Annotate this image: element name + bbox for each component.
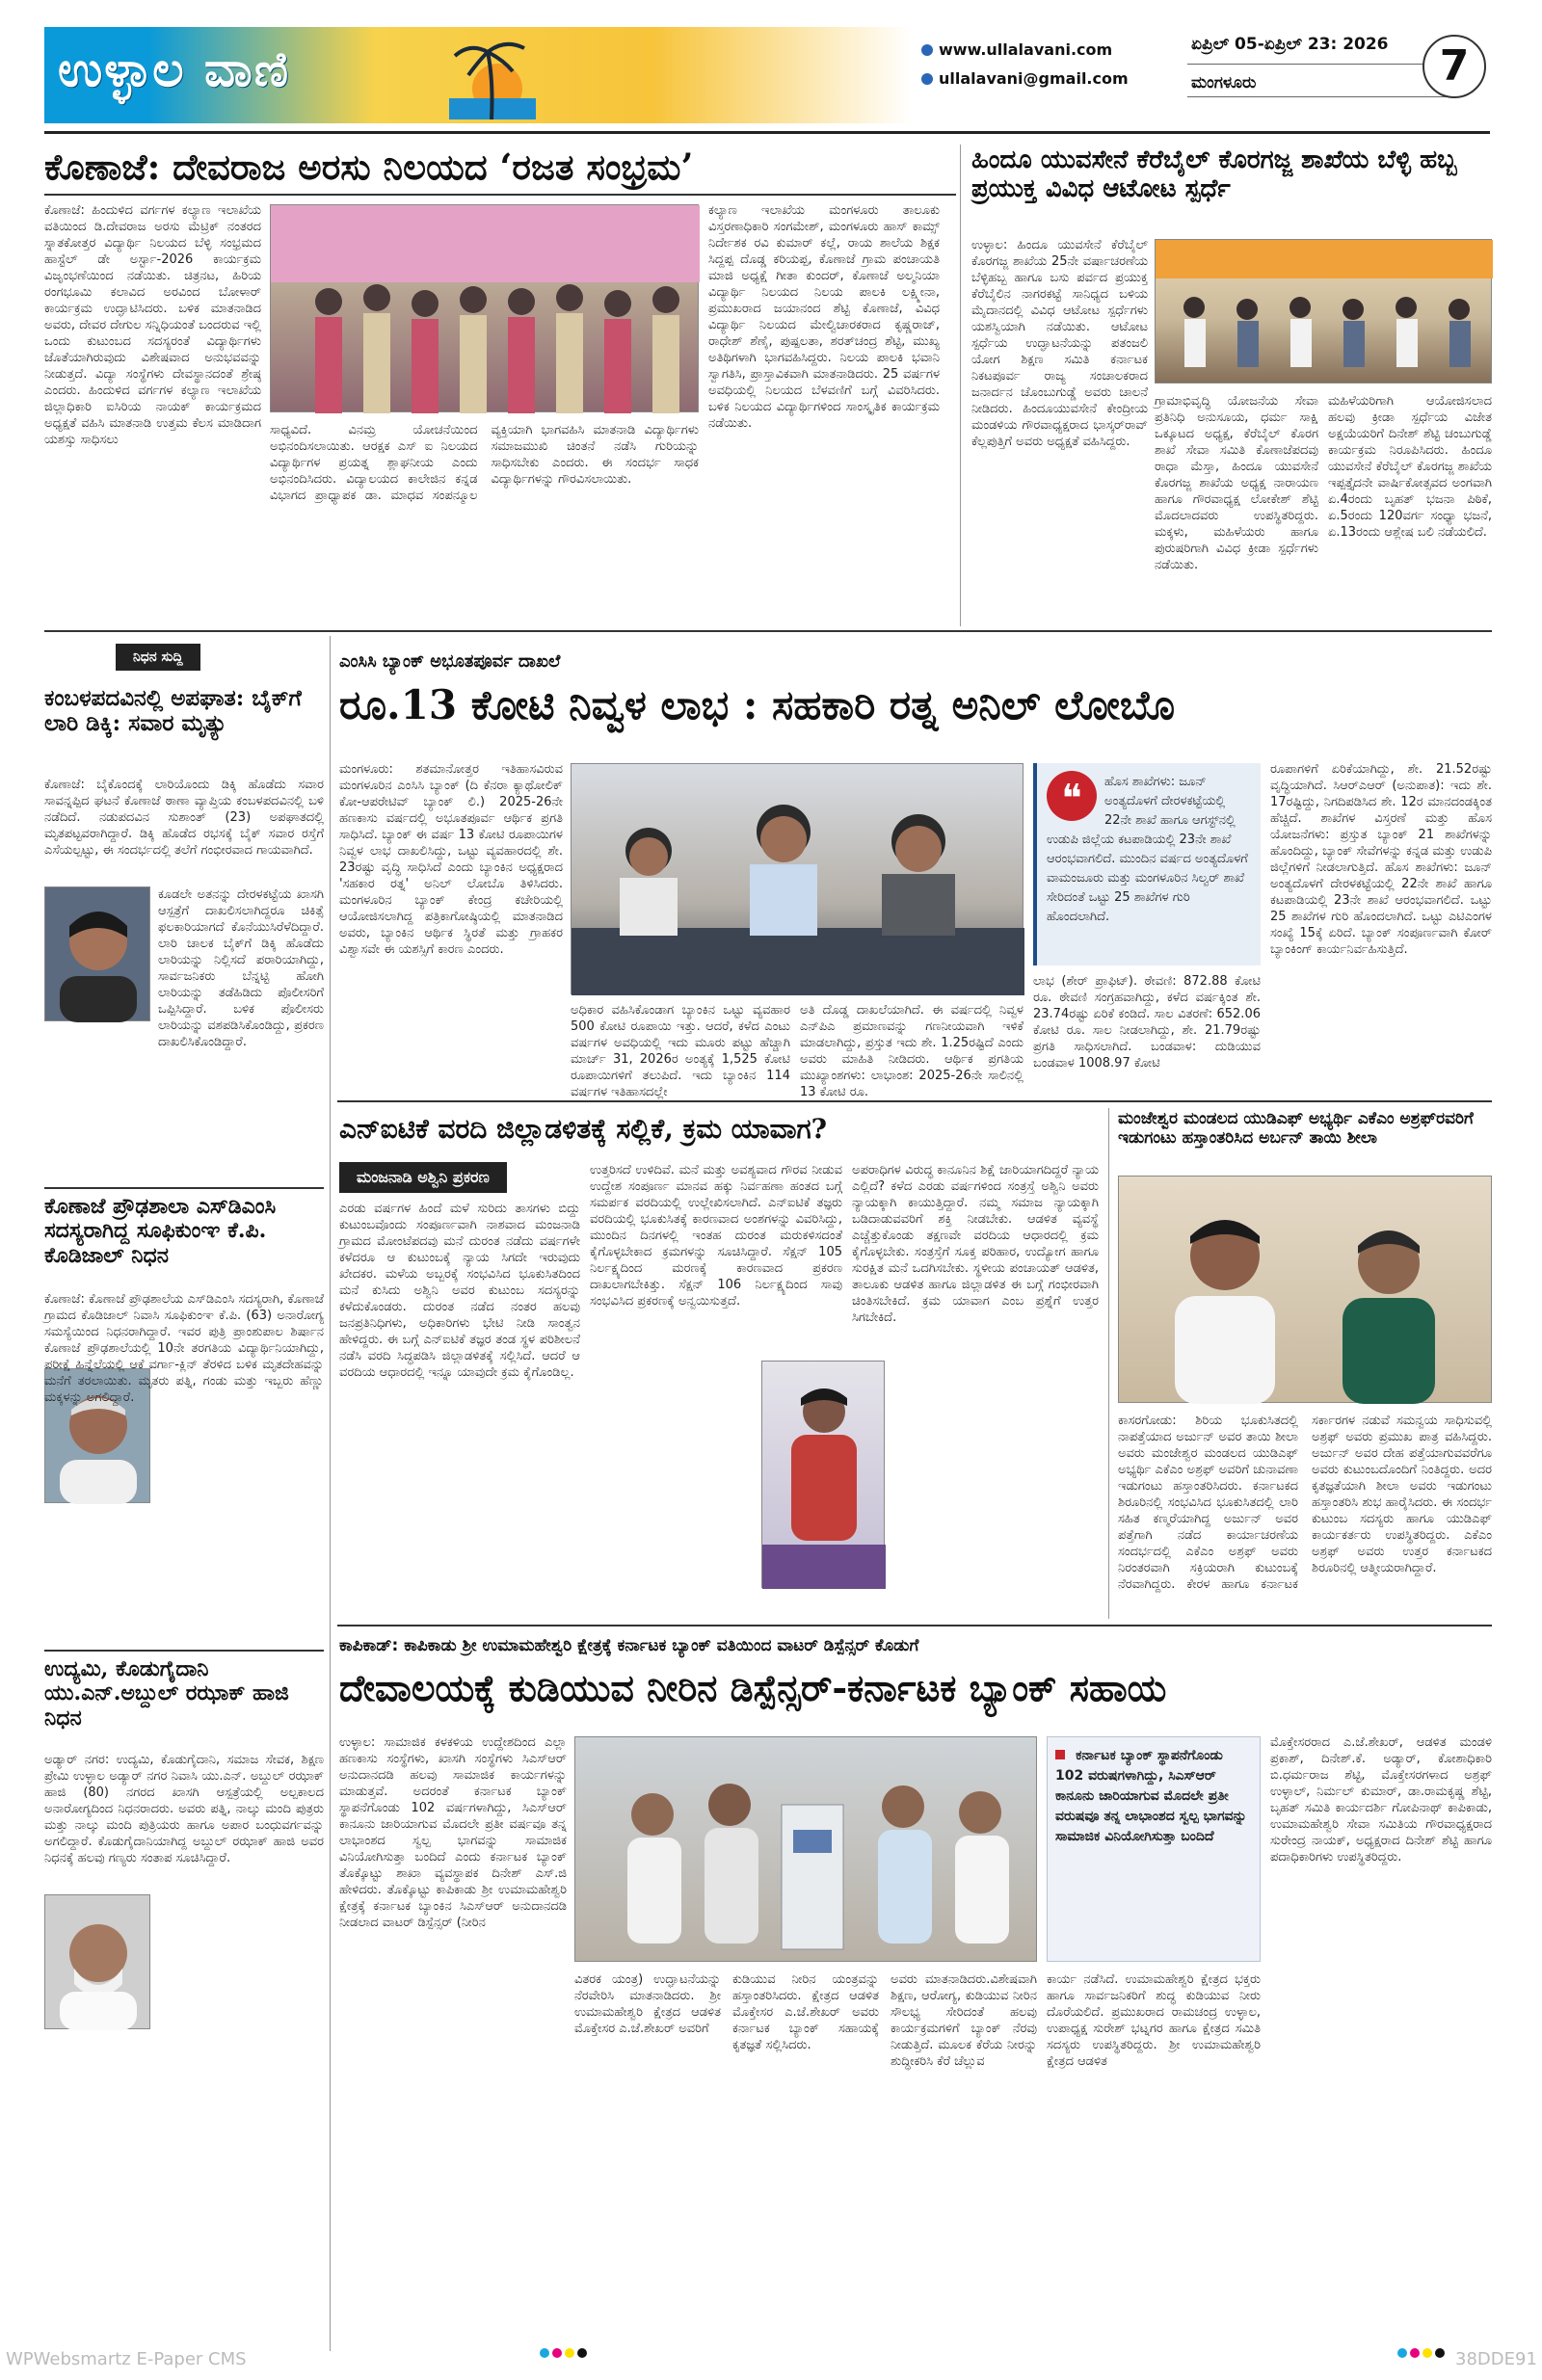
divider bbox=[44, 131, 1490, 134]
logo-banner bbox=[44, 27, 912, 123]
story-body: ಅತಿ ದೊಡ್ಡ ದಾಖಲೆಯಾಗಿದೆ. ಈ ವರ್ಷದಲ್ಲಿ ನಿವ್ವಳ ಎನ್‌ಪಿಎ ಪ್ರಮಾಣವನ್ನು ಗಣನೀಯವಾಗಿ ಇಳಿಕೆ ಮಾಡಲಾಗಿದ್ದು, ಪ್ರಸ್ತುತ ಇದು ಶೇ. 1.25ರಷ್ಟಿದೆ ಎಂದು ಅವರು ಮಾಹಿತಿ ನೀಡಿದರು. ಆರ್ಥಿಕ ಪ್ರಗತಿಯ ಮುಖ್ಯಾಂಶಗಳು: ಲಾಭಾಂಶ: 2025-26ನೇ ಸಾಲಿನಲ್ಲಿ 13 ಕೋಟಿ ರೂ. bbox=[800, 1003, 1024, 1099]
story-body: ಮೊಕ್ತೇಸರರಾದ ಎ.ಜೆ.ಶೇಖರ್, ಆಡಳಿತ ಮಂಡಳಿ ಪ್ರಕಾಶ್, ದಿನೇಶ್.ಕೆ. ಅಡ್ಯಾರ್, ಕೋಶಾಧಿಕಾರಿ ಬಿ.ಧರ್ಮರಾಜ ಶೆಟ್ಟಿ, ಮೊಕ್ತೇಸರಗಳಾದ ಅಶ್ರಫ್ ಉಳ್ಳಾಲ್, ನಿರ್ಮಲ್ ಕುಮಾರ್, ಡಾ.ರಾಮಕೃಷ್ಣ ಶೆಟ್ಟಿ, ಬೃಹತ್ ಸಮಿತಿ ಕಾರ್ಯದರ್ಶಿ ಗೋಪಿನಾಥ್ ಕಾಪಿಕಾಡು, ಉಮಾಮಹೇಶ್ವರಿ ಸೇವಾ ಸಮಿತಿಯ ಗೌರವಾಧ್ಯಕ್ಷರಾದ ಸುರೇಂದ್ರ ನಾಯಕ್, ಅಧ್ಯಕ್ಷರಾದ ದಿನೇಶ್ ಶೆಟ್ಟಿ ಹಾಗೂ ಪದಾಧಿಕಾರಿಗಳು ಉಪಸ್ಥಿತರಿದ್ದರು. bbox=[1270, 1735, 1492, 1864]
obituary-tag: ನಿಧನ ಸುದ್ದಿ bbox=[116, 644, 200, 671]
divider bbox=[1187, 96, 1457, 97]
obituary-headline: ಉದ್ಯಮಿ, ಕೊಡುಗೈದಾನಿ ಯು.ಎನ್.ಅಬ್ದುಲ್ ರಝಾಕ್ ಹಾಜಿ ನಿಧನ bbox=[44, 1650, 324, 1731]
story-headline: ಎನ್‌ಐಟಿಕೆ ವರದಿ ಜಿಲ್ಲಾಡಳಿತಕ್ಕೆ ಸಲ್ಲಿಕೆ, ಕ್ರಮ ಯಾವಾಗ? bbox=[339, 1113, 828, 1145]
story-headline: ಹಿಂದೂ ಯುವಸೇನೆ ಕೆರೆಬೈಲ್ ಕೊರಗಜ್ಜ ಶಾಖೆಯ ಬೆಳ್ಳಿ ಹಬ್ಬ ಪ್ರಯುಕ್ತ ವಿವಿಧ ಆಟೋಟ ಸ್ಪರ್ಧೆ bbox=[971, 145, 1457, 203]
water-dispenser-photo bbox=[574, 1736, 1037, 1962]
deceased-photo bbox=[44, 886, 150, 1021]
section-tag bbox=[116, 644, 200, 671]
page-footer bbox=[0, 2343, 1542, 2380]
story-body: ರೂಪಾಗಳಿಗೆ ಏರಿಕೆಯಾಗಿದ್ದು, ಶೇ. 21.52ರಷ್ಟು ವೃದ್ಧಿಯಾಗಿದೆ. ಸಿಆರ್‌ಎಆರ್ (ಅನುಪಾತ): ಇದು ಶೇ. 17ರಷ್ಟಿದ್ದು, ನಿಗದಿಪಡಿಸಿದ ಶೇ. 12ರ ಮಾನದಂಡಕ್ಕಿಂತ ಹೆಚ್ಚಿದೆ. ಶಾಖೆಗಳ ವಿಸ್ತರಣೆ ಮತ್ತು ಹೊಸ ಯೋಜನೆಗಳು: ಪ್ರಸ್ತುತ ಬ್ಯಾಂಕ್ 21 ಶಾಖೆಗಳನ್ನು ಹೊಂದಿದ್ದು, ಬ್ಯಾಂಕ್ ಸೇವೆಗಳನ್ನು ಕನ್ನಡ ಮತ್ತು ಉಡುಪಿ ಜಿಲ್ಲೆಗಳಿಗೆ ನೀಡಲಾಗುತ್ತಿದೆ. ಹೊಸ ಶಾಖೆಗಳು: ಜೂನ್ ಅಂತ್ಯದೊಳಗೆ ದೇರಳಕಟ್ಟೆಯಲ್ಲಿ 22ನೇ ಶಾಖೆ ಹಾಗೂ ಕಟಪಾಡಿಯಲ್ಲಿ 23ನೇ ಶಾಖೆ ಆರಂಭವಾಗಲಿದೆ. ಒಟ್ಟು 25 ಶಾಖೆಗಳ ಗುರಿ ಹೊಂದಲಾಗಿದೆ. ಒಟ್ಟು ಎಟಿಎಂಗಳ ಸಂಖ್ಯೆ 15ಕ್ಕೆ ಏರಿದೆ. ಬ್ಯಾಂಕ್ ಸಂಪೂರ್ಣವಾಗಿ ಕೋರ್ ಬ್ಯಾಂಕಿಂಗ್ ಕಾರ್ಯನಿರ್ವಹಿಸುತ್ತಿದೆ. bbox=[1270, 762, 1492, 957]
story-headline: ಕೊಣಾಜೆ: ದೇವರಾಜ ಅರಸು ನಿಲಯದ ‘ರಜತ ಸಂಭ್ರಮ’ bbox=[44, 146, 956, 196]
divider bbox=[337, 1625, 1492, 1626]
story-body: ಕಾರ್ಯ ನಡೆಸಿದೆ. ಉಮಾಮಹೇಶ್ವರಿ ಕ್ಷೇತ್ರದ ಭಕ್ತರು ಹಾಗೂ ಸಾರ್ವಜನಿಕರಿಗೆ ಶುದ್ಧ ಕುಡಿಯುವ ನೀರು ದೊರೆಯಲಿದೆ. ಪ್ರಮುಖರಾದ ರಾಮಚಂದ್ರ ಉಳ್ಳಾಲ, ಉಪಾಧ್ಯಕ್ಷ ಸುರೇಶ್ ಭಟ್ನಗರ ಹಾಗೂ ಕ್ಷೇತ್ರದ ಸಮಿತಿ ಸದಸ್ಯರು ಉಪಸ್ಥಿತರಿದ್ದರು. ಶ್ರೀ ಉಮಾಮಹೇಶ್ವರಿ ಕ್ಷೇತ್ರದ ಆಡಳಿತ bbox=[1047, 1972, 1261, 2069]
quote-icon: ❝ bbox=[1047, 771, 1097, 821]
story-body: ಅಧಿಕಾರ ವಹಿಸಿಕೊಂಡಾಗ ಬ್ಯಾಂಕಿನ ಒಟ್ಟು ವ್ಯವಹಾರ 500 ಕೋಟಿ ರೂಪಾಯಿ ಇತ್ತು. ಆದರೆ, ಕಳೆದ ಎಂಟು ವರ್ಷಗಳ ಅವಧಿಯಲ್ಲಿ ಇದು ಮೂರು ಪಟ್ಟು ಹೆಚ್ಚಾಗಿ ಮಾರ್ಚ್ 31, 2026ರ ಅಂತ್ಯಕ್ಕೆ 1,525 ಕೋಟಿ ರೂಪಾಯಿಗಳಿಗೆ ತಲುಪಿದೆ. ಇದು ಬ್ಯಾಂಕಿನ 114 ವರ್ಷಗಳ ಇತಿಹಾಸದಲ್ಲೇ bbox=[571, 1003, 790, 1099]
deceased-photo bbox=[44, 1894, 150, 2029]
story-body: ಕಾಸರಗೋಡು: ಶಿರಿಯ ಭೂಕುಸಿತದಲ್ಲಿ ನಾಪತ್ತೆಯಾದ ಅರ್ಜುನ್ ಅವರ ತಾಯಿ ಶೀಲಾ ಅವರು ಮಂಜೇಶ್ವರ ಮಂಡಲದ ಯುಡಿಎಫ್ ಅಭ್ಯರ್ಥಿ ಎಕೆಎಂ ಅಶ್ರಫ್ ಅವರಿಗೆ ಚುನಾವಣಾ ಇಡುಗಂಟು ಹಸ್ತಾಂತರಿಸಿದರು. ಕರ್ನಾಟಕದ ಶಿರೂರಿನಲ್ಲಿ ಸಂಭವಿಸಿದ ಭೂಕುಸಿತದಲ್ಲಿ ಲಾರಿ ಸಹಿತ ಕಣ್ಮರೆಯಾಗಿದ್ದ ಅರ್ಜುನ್ ಅವರ ಪತ್ತೆಗಾಗಿ ನಡೆದ ಕಾರ್ಯಾಚರಣೆಯ ಸಂದರ್ಭದಲ್ಲಿ ಎಕೆಎಂ ಅಶ್ರಫ್ ಅವರು ನಿರಂತರವಾಗಿ ಸಕ್ರಿಯರಾಗಿ ಕುಟುಂಬಕ್ಕೆ ನೆರವಾಗಿದ್ದರು. ಕೇರಳ ಹಾಗೂ ಕರ್ನಾಟಕ ಸರ್ಕಾರಗಳ ನಡುವೆ ಸಮನ್ವಯ ಸಾಧಿಸುವಲ್ಲಿ ಅಶ್ರಫ್ ಅವರು ಪ್ರಮುಖ ಪಾತ್ರ ವಹಿಸಿದ್ದರು. ಅರ್ಜುನ್ ಅವರ ದೇಹ ಪತ್ತೆಯಾಗುವವರೆಗೂ ಅವರು ಕುಟುಂಬದೊಂದಿಗೆ ನಿಂತಿದ್ದರು. ಅದರ ಕೃತಜ್ಞತೆಯಾಗಿ ಶೀಲಾ ಅವರು ಇಡುಗಂಟು ಹಸ್ತಾಂತರಿಸಿ ಶುಭ ಹಾರೈಸಿದರು. ಈ ಸಂದರ್ಭ ಕುಟುಂಬ ಸದಸ್ಯರು ಹಾಗೂ ಯುಡಿಎಫ್ ಕಾರ್ಯಕರ್ತರು ಉಪಸ್ಥಿತರಿದ್ದರು. ಎಕೆಎಂ ಅಶ್ರಫ್ ಅವರು ಉತ್ತರ ಕರ್ನಾಟಕದ ಶಿರೂರಿನಲ್ಲಿ ಆತ್ಮೀಯರಾಗಿದ್ದಾರೆ. bbox=[1118, 1414, 1492, 1592]
story-kicker: ಕಾಪಿಕಾಡ್: ಕಾಪಿಕಾಡು ಶ್ರೀ ಉಮಾಮಹೇಶ್ವರಿ ಕ್ಷೇತ್ರಕ್ಕೆ ಕರ್ನಾಟಕ ಬ್ಯಾಂಕ್ ವತಿಯಿಂದ ವಾಟರ್ ಡಿಸ್ಪೆನ್ಸರ್ ಕೊಡುಗೆ bbox=[339, 1636, 919, 1655]
photo-caption: ವಿತರಕ ಯಂತ್ರ) ಉದ್ಘಾಟನೆಯನ್ನು ನೆರವೇರಿಸಿ ಮಾತನಾಡಿದರು. ಶ್ರೀ ಉಮಾಮಹೇಶ್ವರಿ ಕ್ಷೇತ್ರದ ಆಡಳಿತ ಮೊಕ್ತೇಸರ ಎ.ಜೆ.ಶೇಖರ್ ಅವರಿಗೆ bbox=[574, 1972, 721, 2036]
person-portrait-icon bbox=[45, 1895, 151, 2030]
people-on-stage-icon bbox=[271, 205, 700, 413]
obituary-body: ಕೂಡಲೇ ಅತನನ್ನು ದೇರಳಕಟ್ಟೆಯ ಖಾಸಗಿ ಆಸ್ಪತ್ರೆಗೆ ದಾಖಲಿಸಲಾಗಿದ್ದರೂ ಚಿಕಿತ್ಸೆ ಫಲಕಾರಿಯಾಗದೆ ಕೊನೆಯುಸಿರೆಳೆದಿದ್ದಾರೆ. ಲಾರಿ ಚಾಲಕ ಬೈಕ್‌ಗೆ ಡಿಕ್ಕಿ ಹೊಡೆದು ಲಾರಿಯನ್ನು ನಿಲ್ಲಿಸದೆ ಪರಾರಿಯಾಗಿದ್ದು, ಸಾರ್ವಜನಿಕರು ಬೆನ್ನಟ್ಟಿ ಹೋಗಿ ಲಾರಿಯನ್ನು ತಡೆಹಿಡಿದು ಪೊಲೀಸರಿಗೆ ಒಪ್ಪಿಸಿದ್ದಾರೆ. ಬಳಿಕ ಪೊಲೀಸರು ಲಾರಿಯನ್ನು ವಶಪಡಿಸಿಕೊಂಡಿದ್ದು, ಪ್ರಕರಣ ದಾಖಲಿಸಿಕೊಂಡಿದ್ದಾರೆ. bbox=[158, 887, 324, 1049]
story-headline: ದೇವಾಲಯಕ್ಕೆ ಕುಡಿಯುವ ನೀರಿನ ಡಿಸ್ಪೆನ್ಸರ್-ಕರ್ನಾಟಕ ಬ್ಯಾಂಕ್ ಸಹಾಯ bbox=[339, 1666, 1167, 1709]
divider bbox=[1187, 64, 1457, 65]
story-body: ಕೊಣಾಜೆ: ಹಿಂದುಳಿದ ವರ್ಗಗಳ ಕಲ್ಯಾಣ ಇಲಾಖೆಯ ವತಿಯಿಂದ ಡಿ.ದೇವರಾಜ ಅರಸು ಮೆಟ್ರಿಕ್ ನಂತರದ ಸ್ನಾತಕೋತ್ತರ ವಿದ್ಯಾರ್ಥಿ ನಿಲಯದ ಬೆಳ್ಳಿ ಸಂಭ್ರಮದ ಹಾಸ್ಟೆಲ್ ಡೇ ಅರ್ಸ್ಟಾ-2026 ಕಾರ್ಯಕ್ರಮ ವಿಜೃಂಭಣೆಯಿಂದ ನಡೆಯಿತು. ಚಿತ್ರನಟ, ಹಿರಿಯ ರಂಗಭೂಮಿ ಕಲಾವಿದ ಅರವಿಂದ ಬೋಳಾರ್ ಕಾರ್ಯಕ್ರಮ ಉದ್ಘಾಟಿಸಿದರು. ಬಳಿಕ ಮಾತನಾಡಿದ ಅವರು, ದೇವರ ದೇಗುಲ ಸನ್ನಿಧಿಯಂತೆ ಬಂದರುವ ಇಲ್ಲಿ ಒಂದು ಕುಟುಂಬದ ಸದಸ್ಯರಂತೆ ವಿದ್ಯಾರ್ಥಿಗಳು ಜೊತೆಯಾಗಿರುವುದು ವಿಶೇಷವಾದ ಅನುಭವವನ್ನು ನೀಡುತ್ತದೆ. ವಿದ್ಯಾ ಸಂಸ್ಥೆಗಳು ದೇವಸ್ಥಾನದಂತೆ ಶ್ರೇಷ್ಠ ಎಂದರು. ಹಿಂದುಳಿದ ವರ್ಗಗಳ ಕಲ್ಯಾಣ ಇಲಾಖೆಯ ಜಿಲ್ಲಾಧಿಕಾರಿ ಐಸಿರಿಯ ನಾಯಕ್ ಕಾರ್ಯಕ್ರಮದ ಅಧ್ಯಕ್ಷತೆ ವಹಿಸಿ ಮಾತನಾಡಿ ಉತ್ತಮ ಕೆಲಸ ಮಾಡಿದಾಗ ಯಶಸ್ಸು ಸಾಧಿಸಲು bbox=[44, 203, 261, 447]
story-body: ಸಾಧ್ಯವಿದೆ. ವಿನಮ್ರ ಯೋಚನೆಯಿಂದ ಅಭಿನಂದಿಸಲಾಯಿತು. ಆರಕ್ಷಕ ಎಸ್ ಐ ನಿಲಯದ ವಿದ್ಯಾರ್ಥಿಗಳ ಪ್ರಯತ್ನ ಶ್ಲಾಘನೀಯ ಎಂದು ಅಭಿನಂದಿಸಿದರು. ವಿದ್ಯಾಲಯದ ಕಾಲೇಜಿನ ಕನ್ನಡ ವಿಭಾಗದ ಪ್ರಾಧ್ಯಾಪಕ ಡಾ. ಮಾಧವ ಸಂಪನ್ಮೂಲ ವ್ಯಕ್ತಿಯಾಗಿ ಭಾಗವಹಿಸಿ ಮಾತನಾಡಿ ವಿದ್ಯಾರ್ಥಿಗಳು ಸಮಾಜಮುಖಿ ಚಿಂತನೆ ನಡೆಸಿ ಗುರಿಯನ್ನು ಸಾಧಿಸಬೇಕು ಎಂದರು. ಈ ಸಂದರ್ಭ ಸಾಧಕ ವಿದ್ಯಾರ್ಥಿಗಳನ್ನು ಗೌರವಿಸಲಾಯಿತು. bbox=[270, 423, 699, 503]
page-number: 7 bbox=[1422, 35, 1486, 98]
highlight-box bbox=[1033, 763, 1261, 965]
obituary-headline: ಕೊಣಾಜೆ ಪ್ರೌಢಶಾಲಾ ಎಸ್‌ಡಿಎಂಸಿ ಸದಸ್ಯರಾಗಿದ್ದ ಸೂಫಿಕುಂಞ ಕೆ.ಪಿ. ಕೊಡಿಜಾಲ್ ನಿಧನ bbox=[44, 1187, 324, 1268]
handover-photo bbox=[1118, 1176, 1492, 1403]
registration-marks bbox=[1397, 2348, 1445, 2358]
obituary-body: ಕೊಣಾಜೆ: ಬೈಕೊಂದಕ್ಕೆ ಲಾರಿಯೊಂದು ಡಿಕ್ಕಿ ಹೊಡೆದು ಸವಾರ ಸಾವನ್ನಪ್ಪಿದ ಘಟನೆ ಕೊಣಾಜೆ ಠಾಣಾ ವ್ಯಾಪ್ತಿಯ ಕಂಬಳಪದವಿನಲ್ಲಿ ಬಳಿ ನಡೆದಿದೆ. ನಡುಪದವಿನ ಸುಶಾಂತ್ (23) ಅಪಘಾತದಲ್ಲಿ ಮೃತಪಟ್ಟವರಾಗಿದ್ದಾರೆ. ಡಿಕ್ಕಿ ಹೊಡೆದ ರಭಸಕ್ಕೆ ಬೈಕ್ ಸವಾರ ರಸ್ತೆಗೆ ಎಸೆಯಲ್ಪಟ್ಟು, ಈ ಸಂದರ್ಭದಲ್ಲಿ ತಲೆಗೆ ಗಂಭೀರವಾದ ಗಾಯವಾಗಿದೆ. bbox=[44, 778, 324, 858]
registration-marks bbox=[540, 2348, 587, 2358]
newspaper-logo: ಉಳ್ಳಾಲ ವಾಣಿ bbox=[58, 40, 291, 97]
story-body: ಮಹಿಳೆಯರಿಗಾಗಿ ಆಯೋಜಿಸಲಾದ ಹಲವು ಕ್ರೀಡಾ ಸ್ಪರ್ಧೆಯ ವಿಜೇತ ಅಕ್ಷಯೆಯರಿಗೆ ದಿನೇಶ್ ಶೆಟ್ಟಿ ಚಂಬುಗುಡ್ಡೆ ಕಾರ್ಯಕ್ರಮ ನಿರೂಪಿಸಿದರು. ಹಿಂದೂ ಯುವಸೇನೆ ಕೆರೆಬೈಲ್ ಕೊರಗಜ್ಜ ಶಾಖೆಯ ಇಪ್ಪತ್ತೈದನೇ ವಾರ್ಷಿಕೋತ್ಸವದ ಅಂಗವಾಗಿ ಏ.4ರಂದು ಬೃಹತ್ ಭಜನಾ ಪಿಠಿಕೆ, ಏ.5ರಂದು 120ವರ್ಗ ಸಂಧ್ಯಾ ಭಜನೆ, ಏ.13ರಂದು ಆಶ್ಲೇಷ ಬಲಿ ನಡೆಯಲಿದೆ. bbox=[1328, 394, 1492, 540]
case-tag: ಮಂಜನಾಡಿ ಅಶ್ವಿನಿ ಪ್ರಕರಣ bbox=[339, 1162, 507, 1193]
story-body: ಮಂಗಳೂರು: ಶತಮಾನೋತ್ತರ ಇತಿಹಾಸವಿರುವ ಮಂಗಳೂರಿನ ಎಂಸಿಸಿ ಬ್ಯಾಂಕ್ (ದಿ ಕೆನರಾ ಕ್ಯಾಥೋಲಿಕ್ ಕೋ-ಆಪರೇಟಿವ್ ಬ್ಯಾಂಕ್ ಲಿ.) 2025-26ನೇ ಹಣಕಾಸು ವರ್ಷದಲ್ಲಿ ಅಭೂತಪೂರ್ವ ಆರ್ಥಿಕ ಪ್ರಗತಿ ಸಾಧಿಸಿದೆ. ಬ್ಯಾಂಕ್ ಈ ವರ್ಷ 13 ಕೋಟಿ ರೂಪಾಯಿಗಳ ನಿವ್ವಳ ಲಾಭ ದಾಖಲಿಸಿದ್ದು, ಒಟ್ಟು ವ್ಯವಹಾರದಲ್ಲಿ ಶೇ. 23ರಷ್ಟು ವೃದ್ಧಿ ಸಾಧಿಸಿದೆ ಎಂದು ಬ್ಯಾಂಕಿನ ಅಧ್ಯಕ್ಷರಾದ 'ಸಹಕಾರ ರತ್ನ' ಅನಿಲ್ ಲೋಬೊ ತಿಳಿಸಿದರು. ಮಂಗಳೂರಿನ ಬ್ಯಾಂಕ್ ಕೇಂದ್ರ ಕಚೇರಿಯಲ್ಲಿ ಆಯೋಜಿಸಲಾಗಿದ್ದ ಪತ್ರಿಕಾಗೋಷ್ಠಿಯಲ್ಲಿ ಮಾತನಾಡಿದ ಅವರು, ಬ್ಯಾಂಕಿನ ಆರ್ಥಿಕ ಸ್ಥಿರತೆ ಮತ್ತು ಗ್ರಾಹಕರ ವಿಶ್ವಾಸವೇ ಈ ಯಶಸ್ಸಿಗೆ ಕಾರಣ ಎಂದರು. bbox=[339, 762, 563, 957]
story-kicker: ಎಂಸಿಸಿ ಬ್ಯಾಂಕ್ ಅಭೂತಪೂರ್ವ ದಾಖಲೆ bbox=[339, 651, 561, 672]
highlight-box bbox=[1047, 1736, 1261, 1962]
story-body: ಅಪರಾಧಿಗಳ ವಿರುದ್ಧ ಕಾನೂನಿನ ಶಿಕ್ಷೆ ಜಾರಿಯಾಗದಿದ್ದರೆ ನ್ಯಾಯ ಎಲ್ಲಿದೆ? ಕಳೆದ ಎರಡು ವರ್ಷಗಳಿಂದ ಸಂತ್ರಸ್ತೆ ಅಶ್ವಿನಿ ಅವರು ನ್ಯಾಯಕ್ಕಾಗಿ ಕಾಯುತ್ತಿದ್ದಾರೆ. ನಮ್ಮ ಸಮಾಜ ನ್ಯಾಯಕ್ಕಾಗಿ ಬಡಿದಾಡುವವರಿಗೆ ಶಕ್ತಿ ನೀಡಬೇಕು. ಆಡಳಿತ ವ್ಯವಸ್ಥೆ ಎಚ್ಚೆತ್ತುಕೊಂಡು ತಕ್ಷಣವೇ ವರದಿಯ ಆಧಾರದಲ್ಲಿ ಕ್ರಮ ಕೈಗೊಳ್ಳಬೇಕು. ಸಂತ್ರಸ್ತೆಗೆ ಸೂಕ್ತ ಪರಿಹಾರ, ಉದ್ಯೋಗ ಹಾಗೂ ಸುರಕ್ಷಿತ ಮನೆ ಒದಗಿಸಬೇಕು. ಸ್ಥಳೀಯ ಪಂಚಾಯತ್ ಆಡಳಿತ, ತಾಲೂಕು ಆಡಳಿತ ಹಾಗೂ ಜಿಲ್ಲಾಡಳಿತ ಈ ಬಗ್ಗೆ ಗಂಭೀರವಾಗಿ ಚಿಂತಿಸಬೇಕಿದೆ. ಕ್ರಮ ಯಾವಾಗ ಎಂಬ ಪ್ರಶ್ನೆಗೆ ಉತ್ತರ ಸಿಗಬೇಕಿದೆ. bbox=[852, 1163, 1099, 1325]
story-body: ಉಳ್ಳಾಲ: ಹಿಂದೂ ಯುವಸೇನೆ ಕೆರೆಬೈಲ್ ಕೊರಗಜ್ಜ ಶಾಖೆಯ 25ನೇ ವರ್ಷಾಚರಣೆಯ ಬೆಳ್ಳಿಹಬ್ಬ ಹಾಗೂ ಬಸು ಪರ್ವದ ಪ್ರಯುಕ್ತ ಕೆರೆಬೈಲಿನ ನಾಗರಕಟ್ಟೆ ಸಾನಿಧ್ಯದ ಬಳಿಯ ಮೈದಾನದಲ್ಲಿ ವಿವಿಧ ಆಟೋಟ ಸ್ಪರ್ಧೆಗಳು ಯಶಸ್ವಿಯಾಗಿ ನಡೆಯಿತು. ಆಟೋಟ ಸ್ಪರ್ಧೆಯ ಉದ್ಘಾಟನೆಯನ್ನು ಪತಂಜಲಿ ಯೋಗ ಶಿಕ್ಷಣ ಸಮಿತಿ ಕರ್ನಾಟಕ ನಿಕಟಪೂರ್ವ ರಾಜ್ಯ ಸಂಚಾಲಕರಾದ ಜನಾರ್ದನ ಚೊಂಬುಗುಡ್ಡೆ ಅವರು ಚಾಲನೆ ನೀಡಿದರು. ಹಿಂದೂಯುವಸೇನೆ ಕೇಂದ್ರೀಯ ಮಂಡಳಿಯ ಗೌರವಾಧ್ಯಕ್ಷರಾದ ಭಾಸ್ಕರ್‌ರಾವ್ ಕೆಲ್ಲಪುತ್ತಿಗೆ ಅವರು ಅಧ್ಯಕ್ಷತೆ ವಹಿಸಿದ್ದರು. bbox=[971, 238, 1148, 449]
divider bbox=[1108, 1108, 1109, 1619]
officials-at-table-icon bbox=[572, 764, 1024, 995]
divider bbox=[44, 630, 1492, 632]
story-body: ಉತ್ತರಿಸದೆ ಉಳಿದಿವೆ. ಮನೆ ಮತ್ತು ಅವಶ್ಯವಾದ ಗೌರವ ನೀಡುವ ಉದ್ದೇಶ ಸಂಪೂರ್ಣ ಮಾನವ ಹಕ್ಕು ನಿರ್ವಹಣಾ ಹಂತದ ಬಗ್ಗೆ ಸಮರ್ಪಕ ವರದಿಯಲ್ಲಿ ಉಲ್ಲೇಖಿಸಲಾಗಿದೆ. ಎನ್‌ಐಟಿಕೆ ತಜ್ಞರು ವರದಿಯಲ್ಲಿ ಭೂಕುಸಿತಕ್ಕೆ ಕಾರಣವಾದ ಅಂಶಗಳನ್ನು ವಿವರಿಸಿದ್ದು, ಮುಂದಿನ ದಿನಗಳಲ್ಲಿ ಇಂತಹ ದುರಂತ ಮರುಕಳಿಸದಂತೆ ಕೈಗೊಳ್ಳಬೇಕಾದ ಕ್ರಮಗಳನ್ನು ಸೂಚಿಸಿದ್ದಾರೆ. ಸೆಕ್ಷನ್ 105 ನಿರ್ಲಕ್ಷ್ಯದಿಂದ ಮರಣಕ್ಕೆ ಕಾರಣವಾದ ಪ್ರಕರಣ ದಾಖಲಾಗಬೇಕಿತ್ತು. ಸೆಕ್ಷನ್ 106 ನಿರ್ಲಕ್ಷ್ಯದಿಂದ ಸಾವು ಸಂಭವಿಸಿದ ಪ್ರಕರಣಕ್ಕೆ ಅನ್ವಯಿಸುತ್ತದೆ. bbox=[590, 1163, 842, 1309]
story-body: ಲಾಭ (ಶೇರ್ ಪ್ರಾಫಿಟ್). ಠೇವಣಿ: 872.88 ಕೋಟಿ ರೂ. ಠೇವಣಿ ಸಂಗ್ರಹವಾಗಿದ್ದು, ಕಳೆದ ವರ್ಷಕ್ಕಿಂತ ಶೇ. 23.74ರಷ್ಟು ಏರಿಕೆ ಕಂಡಿದೆ. ಸಾಲ ವಿತರಣೆ: 652.06 ಕೋಟಿ ರೂ. ಸಾಲ ನೀಡಲಾಗಿದ್ದು, ಶೇ. 21.79ರಷ್ಟು ಪ್ರಗತಿ ಸಾಧಿಸಲಾಗಿದೆ. ಬಂಡವಾಳ: ದುಡಿಯುವ ಬಂಡವಾಳ 1008.97 ಕೋಟಿ bbox=[1033, 974, 1261, 1071]
issue-date: ಏಪ್ರಿಲ್ 05-ಏಪ್ರಿಲ್ 23: 2026 bbox=[1191, 35, 1389, 54]
sports-event-photo bbox=[1155, 239, 1492, 383]
two-people-icon bbox=[1119, 1177, 1493, 1404]
highlight-text: ಕರ್ನಾಟಕ ಬ್ಯಾಂಕ್ ಸ್ಥಾಪನೆಗೊಂಡು 102 ವರುಷಗಳಾಗಿದ್ದು, ಸಿಎಸ್‌ಆರ್ ಕಾನೂನು ಜಾರಿಯಾಗುವ ಮೊದಲೇ ಪ್ರತೀ ವರುಷವೂ ತನ್ನ ಲಾಭಾಂಶದ ಸ್ವಲ್ಪ ಭಾಗವನ್ನು ಸಾಮಾಜಿಕ ವಿನಿಯೋಗಿಸುತ್ತಾ ಬಂದಿದೆ bbox=[1055, 1748, 1247, 1844]
person-portrait-icon bbox=[45, 887, 151, 1022]
divider bbox=[330, 636, 331, 2351]
divider bbox=[337, 1100, 1492, 1102]
story-body: ಉಳ್ಳಾಲ: ಸಾಮಾಜಿಕ ಕಳಕಳಿಯ ಉದ್ದೇಶದಿಂದ ಎಲ್ಲಾ ಹಣಕಾಸು ಸಂಸ್ಥೆಗಳು, ಖಾಸಗಿ ಸಂಸ್ಥೆಗಳು ಸಿಎಸ್‌ಆರ್ ಅನುದಾನದಡಿ ಹಲವು ಸಾಮಾಜಿಕ ಕಾರ್ಯಗಳನ್ನು ಮಾಡುತ್ತವೆ. ಅದರಂತೆ ಕರ್ನಾಟಕ ಬ್ಯಾಂಕ್ ಸ್ಥಾಪನೆಗೊಂಡು 102 ವರ್ಷಗಳಾಗಿದ್ದು, ಸಿಎಸ್‌ಆರ್ ಕಾನೂನು ಜಾರಿಯಾಗುವ ಮೊದಲೇ ಪ್ರತೀ ವರ್ಷವೂ ತನ್ನ ಲಾಭಾಂಶದ ಸ್ವಲ್ಪ ಭಾಗವನ್ನು ಸಾಮಾಜಿಕ ವಿನಿಯೋಗಿಸುತ್ತಾ ಬಂದಿದೆ ಎಂದು ಕರ್ನಾಟಕ ಬ್ಯಾಂಕ್ ತೊಕ್ಕೊಟ್ಟು ಶಾಖಾ ವ್ಯವಸ್ಥಾಪಕ ದಿನೇಶ್ ಎಸ್.ಜಿ ಹೇಳಿದರು. ತೊಕ್ಕೊಟ್ಟು ಕಾಪಿಕಾಡು ಶ್ರೀ ಉಮಾಮಹೇಶ್ವರಿ ಕ್ಷೇತ್ರಕ್ಕೆ ಕರ್ನಾಟಕ ಬ್ಯಾಂಕಿನ ಸಿಎಸ್‌ಆರ್ ಅನುದಾನದಡಿ ನೀಡಲಾದ ವಾಟರ್ ಡಿಸ್ಪೆನ್ಸರ್ (ನೀರಿನ bbox=[339, 1735, 567, 1930]
story-body: ಕುಡಿಯುವ ನೀರಿನ ಯಂತ್ರವನ್ನು ಹಸ್ತಾಂತರಿಸಿದರು. ಕ್ಷೇತ್ರದ ಆಡಳಿತ ಮೊಕ್ತೇಸರ ಎ.ಜೆ.ಶೇಖರ್ ಅವರು ಕರ್ನಾಟಕ ಬ್ಯಾಂಕ್ ಸಹಾಯಕ್ಕೆ ಕೃತಜ್ಞತೆ ಸಲ್ಲಿಸಿದರು. bbox=[732, 1972, 879, 2052]
obituary-body: ಕೊಣಾಜೆ: ಕೊಣಾಜೆ ಪ್ರೌಢಶಾಲೆಯ ಎಸ್‌ಡಿಎಂಸಿ ಸದಸ್ಯರಾಗಿ, ಕೊಣಾಜೆ ಗ್ರಾಮದ ಕೊಡಿಜಾಲ್ ನಿವಾಸಿ ಸೂಫಿಕುಂಞ ಕೆ.ಪಿ. (63) ಅನಾರೋಗ್ಯ ಸಮಸ್ಯೆಯಿಂದ ನಿಧನರಾಗಿದ್ದಾರೆ. ಇವರ ಪುತ್ರಿ ಪ್ರಾಂಶುಪಾಲ ಶಿರ್ಷಾನ ಕೊಣಾಜೆ ಪ್ರೌಢಶಾಲೆಯಲ್ಲಿ 10ನೇ ತರಗತಿಯ ವಿದ್ಯಾರ್ಥಿನಿಯಾಗಿದ್ದು, ಪರೀಕ್ಷೆ ಹಿನ್ನೆಲೆಯಲ್ಲಿ ಆಕೆ ವರ್ಗಾ-ಕ್ಲಿನ್ ತೆರಳಿದ ಬಳಿಕ ಮೃತದೇಹವನ್ನು ಮನೆಗೆ ತರಲಾಯಿತು. ಮೃತರು ಪತ್ನಿ, ಗಂಡು ಮತ್ತು ಇಬ್ಬರು ಹೆಣ್ಣು ಮಕ್ಕಳನ್ನು ಅಗಲಿದ್ದಾರೆ. bbox=[44, 1292, 324, 1405]
palm-sunset-icon bbox=[449, 31, 536, 119]
email-link[interactable]: ullalavani@gmail.com bbox=[921, 69, 1129, 88]
website-link[interactable]: www.ullalavani.com bbox=[921, 40, 1112, 59]
issue-place: ಮಂಗಳೂರು bbox=[1191, 73, 1257, 93]
event-photo bbox=[270, 204, 699, 412]
story-body: ಅವರು ಮಾತನಾಡಿದರು.ವಿಶೇಷವಾಗಿ ಶಿಕ್ಷಣ, ಆರೋಗ್ಯ, ಕುಡಿಯುವ ನೀರಿನ ಸೌಲಭ್ಯ ಸೇರಿದಂತೆ ಹಲವು ಕಾರ್ಯಕ್ರಮಗಳಿಗೆ ಬ್ಯಾಂಕ್ ನೆರವು ನೀಡುತ್ತಿದೆ. ಮೂಲಕ ಕೆರೆಯ ನೀರನ್ನು ಶುದ್ಧೀಕರಿಸಿ ಕೆರೆ ಚೆಲ್ಲುವ bbox=[891, 1972, 1037, 2069]
story-headline: ರೂ.13 ಕೋಟಿ ನಿವ್ವಳ ಲಾಭ : ಸಹಕಾರಿ ರತ್ನ ಅನಿಲ್ ಲೋಬೊ bbox=[339, 681, 1176, 728]
story-tag bbox=[339, 1162, 507, 1193]
page-code: 38DDE91 bbox=[1455, 2349, 1537, 2369]
cms-credit: WPWebsmartz E-Paper CMS bbox=[6, 2349, 247, 2369]
masthead bbox=[44, 27, 1490, 141]
obituary-body: ಅಡ್ಯಾರ್ ನಗರ: ಉದ್ಯಮಿ, ಕೊಡುಗೈದಾನಿ, ಸಮಾಜ ಸೇವಕ, ಶಿಕ್ಷಣ ಪ್ರೇಮಿ ಉಳ್ಳಾಲ ಅಡ್ಯಾರ್ ನಗರ ನಿವಾಸಿ ಯು.ಎನ್. ಅಬ್ದುಲ್ ರಝಾಕ್ ಹಾಜಿ (80) ನಗರದ ಖಾಸಗಿ ಆಸ್ಪತ್ರೆಯಲ್ಲಿ ಅಲ್ಪಕಾಲದ ಅನಾರೋಗ್ಯದಿಂದ ನಿಧನರಾದರು. ಅವರು ಪತ್ನಿ, ನಾಲ್ಕು ಮಂದಿ ಪುತ್ರರು ಮತ್ತು ನಾಲ್ಕು ಮಂದಿ ಪುತ್ರಿಯರು ಹಾಗೂ ಅಪಾರ ಬಂಧುವರ್ಗವನ್ನು ಅಗಲಿದ್ದಾರೆ. ಕೊಡುಗೈದಾನಿಯಾಗಿದ್ದ ಅಬ್ದುಲ್ ರಝಾಕ್ ಹಾಜಿ ಅವರ ನಿಧನಕ್ಕೆ ಹಲವು ಗಣ್ಯರು ಸಂತಾಪ ಸೂಚಿಸಿದ್ದಾರೆ. bbox=[44, 1753, 324, 1865]
divider bbox=[960, 145, 961, 626]
story-headline: ಮಂಜೇಶ್ವರ ಮಂಡಲದ ಯುಡಿಎಫ್ ಅಭ್ಯರ್ಥಿ ಎಕೆಎಂ ಅಶ್ರಫ್‌ರವರಿಗೆ ಇಡುಗಂಟು ಹಸ್ತಾಂತರಿಸಿದ ಅರ್ಬನ್ ತಾಯಿ ಶೀಲಾ bbox=[1118, 1109, 1474, 1148]
story-body: ಕಲ್ಯಾಣ ಇಲಾಖೆಯ ಮಂಗಳೂರು ತಾಲೂಕು ವಿಸ್ತರಣಾಧಿಕಾರಿ ಸಂಗಮೇಶ್, ಮಂಗಳೂರು ಹಾಸ್ ಕಾಮ್ಸ್ ನಿರ್ದೇಶಕ ರವಿ ಕುಮಾರ್ ಕಲ್ಲೆ, ರಾಯ ಶಾಲೆಯ ಶಿಕ್ಷಕ ಸಿದ್ದಪ್ಪ ದೊಡ್ಡ ಕರಿಯಪ್ಪ, ಕೊಣಾಜೆ ಗ್ರಾಮ ಪಂಚಾಯತಿ ಮಾಜಿ ಅಧ್ಯಕ್ಷೆ ಗೀತಾ ಕುಂದರ್, ಕೊಣಾಜೆ ಅಲ್ಮನಿಯಾ ವಿದ್ಯಾರ್ಥಿ ನಿಲಯದ ನಿಲಯ ಪಾಲಕಿ ಲಕ್ಷ್ಮೀನಾ, ಪ್ರಮುಖರಾದ ಜಯಾನಂದ ಶೆಟ್ಟಿ ಕೊಣಾಜೆ, ವಿವಿಧ ವಿದ್ಯಾರ್ಥಿ ನಿಲಯದ ಮೇಲ್ವಿಚಾರಕರಾದ ಕೃಷ್ಣರಾಜ್, ರಾಧೇಶ್ ಶೆಣೈ, ಪುಷ್ಪಲತಾ, ಶರತ್‌ಚಂದ್ರ ಶೆಟ್ಟಿ, ಮುಖ್ಯ ಅತಿಥಿಗಳಾಗಿ ಭಾಗವಹಿಸಿದ್ದರು. ನಿಲಯ ಪಾಲಕಿ ಭವಾನಿ ಸ್ವಾಗತಿಸಿ, ಪ್ರಾಸ್ತಾವಿಕವಾಗಿ ಮಾತನಾಡಿದರು. 25 ವರ್ಷಗಳ ಅವಧಿಯಲ್ಲಿ ನಿಲಯದ ಬೆಳವಣಿಗೆ ಬಗ್ಗೆ ವಿವರಿಸಿದರು. ಬಳಿಕ ನಿಲಯದ ವಿದ್ಯಾರ್ಥಿಗಳಿಂದ ಸಾಂಸ್ಕೃತಿಕ ಕಾರ್ಯಕ್ರಮ ನಡೆಯಿತು. bbox=[708, 203, 940, 431]
obituary-headline: ಕಂಬಳಪದವಿನಲ್ಲಿ ಅಪಘಾತ: ಬೈಕ್‌ಗೆ ಲಾರಿ ಡಿಕ್ಕಿ: ಸವಾರ ಮೃತ್ಯು bbox=[44, 685, 302, 737]
press-meet-photo bbox=[571, 763, 1024, 994]
story-body: ಎರಡು ವರ್ಷಗಳ ಹಿಂದೆ ಮಳೆ ಸುರಿದು ತಾಸಗಳು ಬಿದ್ದು ಕುಟುಂಬವೊಂದು ಸಂಪೂರ್ಣವಾಗಿ ನಾಶವಾದ ಮಂಜನಾಡಿ ಗ್ರಾಮದ ಮೋಂಟೆಪದವು ಮನೆ ದುರಂತ ನಡೆದು ವರ್ಷಗಳೇ ಕಳೆದರೂ ಆ ಕುಟುಂಬಕ್ಕೆ ನ್ಯಾಯ ಸಿಗದೇ ಇರುವುದು ಖೇದಕರ. ಮಳೆಯ ಅಬ್ಬರಕ್ಕೆ ಸಂಭವಿಸಿದ ಭೂಕುಸಿತದಿಂದ ಮನೆ ಕುಸಿದು ಅಶ್ವಿನಿ ಅವರ ಕುಟುಂಬ ಸದಸ್ಯರನ್ನು ಕಳೆದುಕೊಂಡರು. ದುರಂತ ನಡೆದ ನಂತರ ಹಲವು ಜನಪ್ರತಿನಿಧಿಗಳು, ಅಧಿಕಾರಿಗಳು ಭೇಟಿ ನೀಡಿ ಸಾಂತ್ವನ ಹೇಳಿದ್ದರು. ಈ ಬಗ್ಗೆ ಎನ್‌ಐಟಿಕೆ ತಜ್ಞರ ತಂಡ ಸ್ಥಳ ಪರಿಶೀಲನೆ ನಡೆಸಿ ವರದಿ ಸಿದ್ಧಪಡಿಸಿ ಜಿಲ್ಲಾಡಳಿತಕ್ಕೆ ಸಲ್ಲಿಸಿದೆ. ಆದರೆ ಆ ವರದಿಯ ಆಧಾರದಲ್ಲಿ ಇನ್ನೂ ಯಾವುದೇ ಕ್ರಮ ಕೈಗೊಂಡಿಲ್ಲ. bbox=[339, 1202, 580, 1380]
story-body: ಗ್ರಾಮಾಭಿವೃದ್ಧಿ ಯೋಜನೆಯ ಸೇವಾ ಪ್ರತಿನಿಧಿ ಅನುಸೂಯ, ಧರ್ಮ ಸಾಕ್ಷಿ ಒಕ್ಕೂಟದ ಅಧ್ಯಕ್ಷ, ಕೆರೆಬೈಲ್ ಕೊರಗ ಶಾಖೆ ಸೇವಾ ಸಮಿತಿ ಕೊಣಾಜೆಪದವು ರಾಧಾ ಮೆಸ್ತಾ, ಹಿಂದೂ ಯುವಸೇನೆ ಕೊರಗಜ್ಜ ಶಾಖೆಯ ಅಧ್ಯಕ್ಷ ನಾರಾಯಣ ಹಾಗೂ ಗೌರವಾಧ್ಯಕ್ಷ ಲೋಕೇಶ್ ಶೆಟ್ಟಿ ಮೊದಲಾದವರು ಉಪಸ್ಥಿತರಿದ್ದರು. ಮಕ್ಕಳು, ಮಹಿಳೆಯರು ಹಾಗೂ ಪುರುಷರಿಗಾಗಿ ವಿವಿಧ ಕ್ರೀಡಾ ಸ್ಪರ್ಧೆಗಳು ನಡೆಯಿತು. bbox=[1155, 394, 1318, 572]
highlight-text: ಹೊಸ ಶಾಖೆಗಳು: ಜೂನ್ ಅಂತ್ಯದೊಳಗೆ ದೇರಳಕಟ್ಟೆಯಲ್ಲಿ 22ನೇ ಶಾಖೆ ಹಾಗೂ ಆಗಸ್ಟ್‌ನಲ್ಲಿ ಉಡುಪಿ ಜಿಲ್ಲೆಯ ಕಟಪಾಡಿಯಲ್ಲಿ 23ನೇ ಶಾಖೆ ಆರಂಭವಾಗಲಿದೆ. ಮುಂದಿನ ವರ್ಷದ ಅಂತ್ಯದೊಳಗೆ ವಾಮಂಜೂರು ಮತ್ತು ಮಂಗಳೂರಿನ ಸಿಲ್ವರ್ ಶಾಖೆ ಸೇರಿದಂತೆ ಒಟ್ಟು 25 ಶಾಖೆಗಳ ಗುರಿ ಹೊಂದಲಾಗಿದೆ. bbox=[1047, 775, 1248, 924]
guests-on-stage-icon bbox=[1156, 240, 1493, 384]
dispenser-handover-icon bbox=[575, 1737, 1038, 1963]
bullet-icon bbox=[1055, 1750, 1065, 1759]
